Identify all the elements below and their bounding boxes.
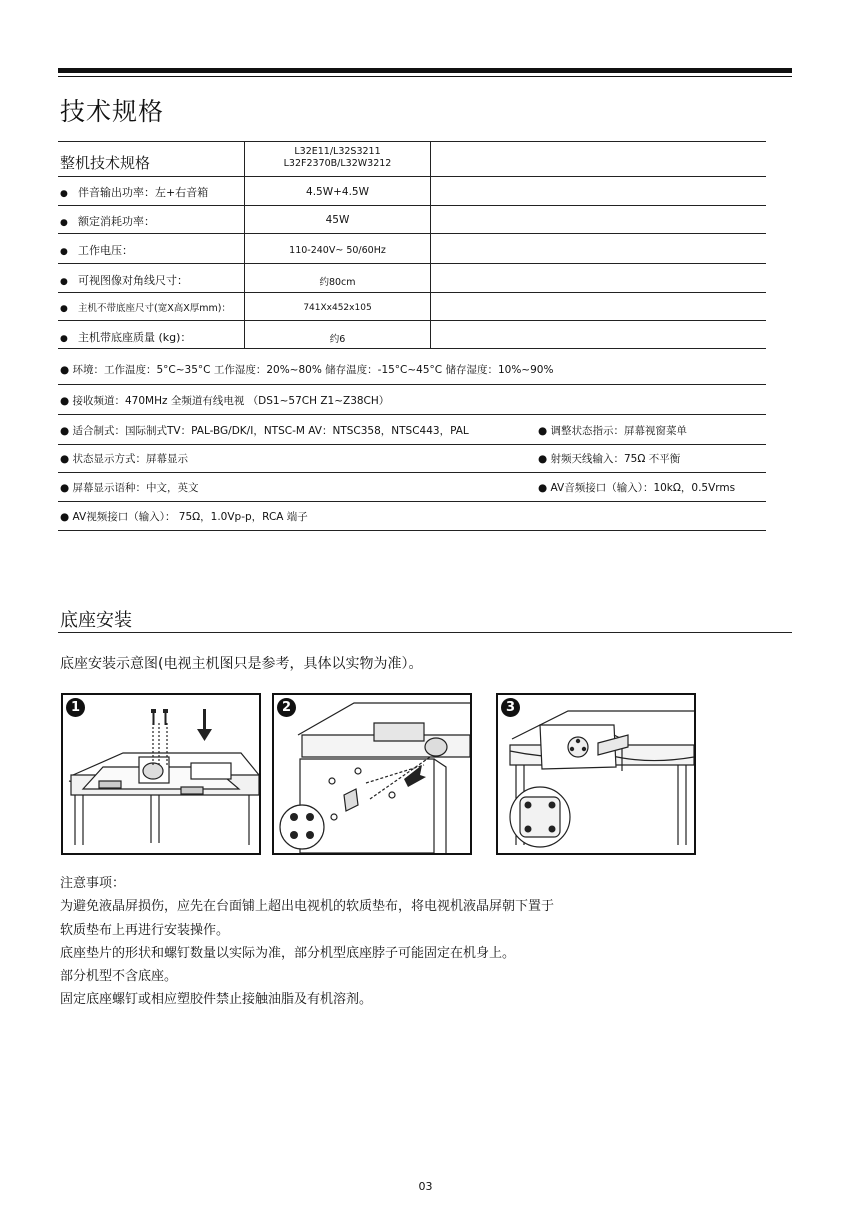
bullet: ● xyxy=(60,189,68,199)
model-line-1: L32E11/L32S3211 xyxy=(294,146,381,157)
spec-row-label xyxy=(60,272,188,288)
model-line-2: L32F2370B/L32W3212 xyxy=(283,158,392,169)
spec-heading: 整机技术规格 xyxy=(60,154,151,172)
step-2-illustration xyxy=(274,695,472,855)
env-environment: ● 环境：工作温度：5°C~35°C 工作湿度：20%~80% 储存温度：-15°C~45°C 储存湿度：10%~90% xyxy=(60,364,554,376)
step-number: 3 xyxy=(501,698,520,717)
spec-value-audio: 4.5W+4.5W xyxy=(306,186,369,198)
table-col-line xyxy=(430,141,431,348)
page-title: 技术规格 xyxy=(60,97,165,126)
env-adjust-indicator: ● 调整状态指示：屏幕视窗菜单 xyxy=(538,425,687,437)
model-numbers xyxy=(245,146,430,170)
env-rf-input: ● 射频天线输入：75Ω 不平衡 xyxy=(538,453,681,465)
note-line: 底座垫片的形状和螺钉数量以实际为准，部分机型底座脖子可能固定在机身上。 xyxy=(60,945,516,961)
notes-title: 注意事项： xyxy=(60,876,126,891)
table-line xyxy=(58,205,766,206)
spec-label-weight: 主机带底座质量 (kg)： xyxy=(78,331,192,344)
stand-heading: 底座安装 xyxy=(60,610,132,631)
table-line xyxy=(58,141,766,142)
bullet: ● xyxy=(60,218,68,228)
top-rule-thick xyxy=(58,68,792,73)
env-systems: ● 适合制式：国际制式TV：PAL-BG/DK/I，NTSC-M AV：NTSC358，NTSC443，PAL xyxy=(60,425,469,437)
step-1-diagram xyxy=(61,693,261,855)
step-1-illustration xyxy=(63,695,261,855)
table-line xyxy=(58,530,766,531)
table-line xyxy=(58,176,766,177)
table-line xyxy=(58,501,766,502)
spec-label-dimensions: 主机不带底座尺寸(宽X高X厚mm)： xyxy=(78,303,231,314)
spec-row-label xyxy=(60,329,191,345)
table-line xyxy=(58,384,766,385)
bullet: ● xyxy=(60,247,68,257)
spec-value-diagonal: 约80cm xyxy=(319,277,356,288)
note-line: 固定底座螺钉或相应塑胶件禁止接触油脂及有机溶剂。 xyxy=(60,992,373,1008)
spec-row-label xyxy=(60,213,155,229)
env-display-mode: ● 状态显示方式：屏幕显示 xyxy=(60,453,188,465)
table-line xyxy=(58,292,766,293)
step-2-diagram xyxy=(272,693,472,855)
spec-row-label xyxy=(60,242,133,258)
table-line xyxy=(58,348,766,349)
step-3-illustration xyxy=(498,695,696,855)
step-3-diagram xyxy=(496,693,696,855)
spec-value-weight: 约6 xyxy=(329,334,346,345)
spec-label-audio: 伴音输出功率：左+右音箱 xyxy=(78,186,209,199)
spec-row-label xyxy=(60,300,231,314)
notes-block xyxy=(60,872,554,1012)
note-line: 部分机型不含底座。 xyxy=(60,969,178,985)
bullet: ● xyxy=(60,277,68,287)
table-line xyxy=(58,263,766,264)
step-number: 2 xyxy=(277,698,296,717)
env-channels: ● 接收频道：470MHz 全频道有线电视 （DS1~57CH Z1~Z38CH） xyxy=(60,395,390,407)
spec-row-label xyxy=(60,184,208,200)
table-line xyxy=(58,414,766,415)
top-rule-thin xyxy=(58,76,792,77)
spec-value-voltage: 110-240V~ 50/60Hz xyxy=(289,245,386,256)
step-number: 1 xyxy=(66,698,85,717)
env-av-video: ● AV视频接口（输入）： 75Ω，1.0Vp-p，RCA 端子 xyxy=(60,511,308,523)
page-number: 03 xyxy=(418,1180,433,1193)
env-language: ● 屏幕显示语种：中文，英文 xyxy=(60,482,199,494)
bullet: ● xyxy=(60,304,68,314)
spec-value-dimensions: 741Xx452x105 xyxy=(303,303,372,313)
table-line xyxy=(58,320,766,321)
table-line xyxy=(58,472,766,473)
env-av-audio: ● AV音频接口（输入）：10kΩ，0.5Vrms xyxy=(538,482,736,494)
spec-value-power: 45W xyxy=(325,214,350,226)
spec-label-power: 额定消耗功率： xyxy=(78,215,155,228)
table-line xyxy=(58,233,766,234)
section-rule xyxy=(58,632,792,633)
stand-caption: 底座安装示意图(电视主机图只是参考，具体以实物为准）。 xyxy=(60,656,423,672)
note-line: 为避免液晶屏损伤，应先在台面铺上超出电视机的软质垫布，将电视机液晶屏朝下置于 xyxy=(60,899,555,915)
spec-label-voltage: 工作电压： xyxy=(78,244,133,257)
note-line: 软质垫布上再进行安装操作。 xyxy=(60,922,230,938)
table-line xyxy=(58,444,766,445)
spec-label-diagonal: 可视图像对角线尺寸： xyxy=(78,274,188,287)
bullet: ● xyxy=(60,334,68,344)
